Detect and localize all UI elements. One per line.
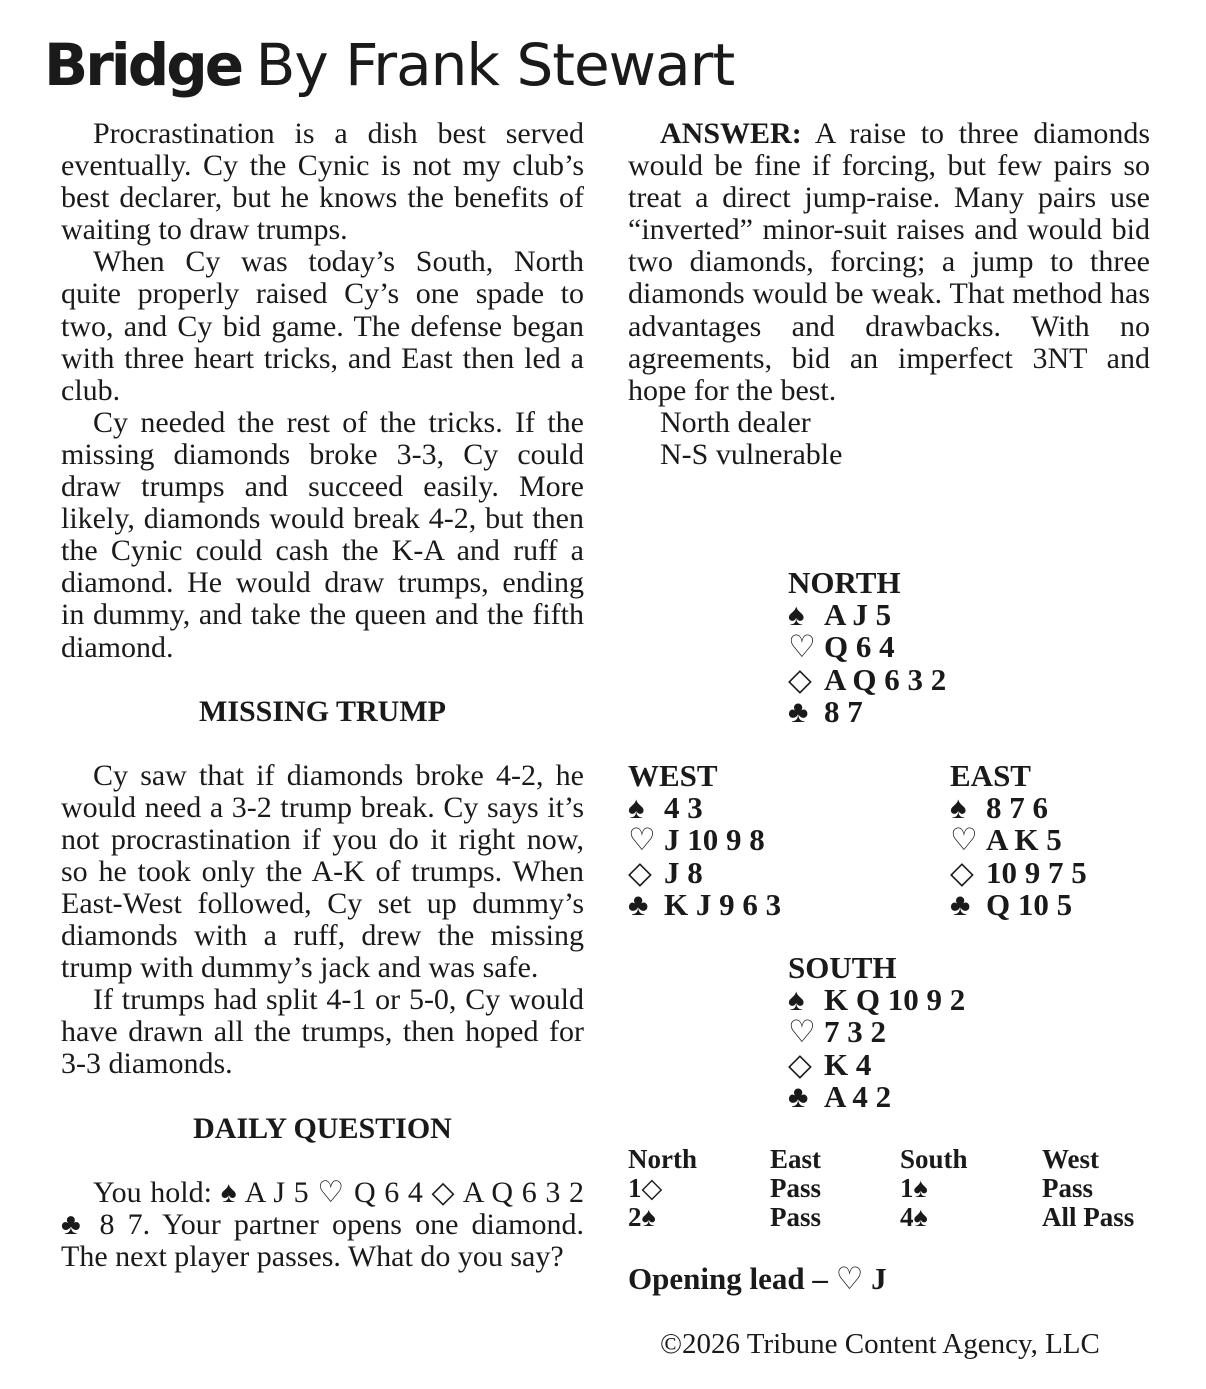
dealer-info: North dealer bbox=[660, 405, 811, 439]
heart-icon: ♡ bbox=[950, 822, 978, 858]
vulnerability-info: N-S vulnerable bbox=[660, 437, 843, 471]
club-icon: ♣ bbox=[950, 886, 971, 922]
spade-icon: ♠ bbox=[950, 790, 967, 826]
east-spades: 8 7 6 bbox=[986, 790, 1048, 826]
bid-cell: 4♠ bbox=[900, 1202, 928, 1232]
answer-label: ANSWER: bbox=[660, 117, 802, 150]
bidding-header: East bbox=[770, 1144, 822, 1174]
hand-label: WEST bbox=[628, 758, 718, 793]
bid-cell: Pass bbox=[770, 1173, 822, 1203]
heart-icon: ♡ bbox=[628, 822, 656, 858]
daily-question-text: You hold: ♠ A J 5 ♡ Q 6 4 ◇ A Q 6 3 2 ♣ 8 7. Your partner opens one diamond. The next player passes. What do you say? bbox=[61, 1175, 584, 1273]
west-diamonds: J 8 bbox=[664, 854, 703, 890]
east-diamonds: 10 9 7 5 bbox=[986, 854, 1087, 890]
diamond-icon: ◇ bbox=[788, 661, 812, 697]
subhead-missing-trump: MISSING TRUMP bbox=[199, 694, 446, 728]
spade-icon: ♠ bbox=[788, 982, 805, 1018]
bidding-column-north bbox=[628, 1145, 697, 1232]
copyright: ©2026 Tribune Content Agency, LLC bbox=[660, 1328, 1100, 1360]
west-clubs: K J 9 6 3 bbox=[664, 886, 782, 922]
page-title bbox=[44, 30, 734, 101]
south-hearts: 7 3 2 bbox=[824, 1014, 886, 1050]
heart-icon: ♡ bbox=[788, 1014, 816, 1050]
club-icon: ♣ bbox=[788, 1078, 809, 1114]
paragraph-2: When Cy was today’s South, North quite properly raised Cy’s one spade to two, and Cy bid game. The defense began with three heart tricks, and East then led a club. bbox=[61, 245, 584, 407]
east-hand bbox=[950, 760, 1087, 921]
bidding-column-west bbox=[1042, 1145, 1134, 1232]
bid-cell: 1♠ bbox=[900, 1173, 928, 1203]
north-hand bbox=[788, 567, 946, 728]
heart-icon: ♡ bbox=[788, 629, 816, 665]
north-spades: A J 5 bbox=[824, 597, 892, 633]
south-hand bbox=[788, 952, 965, 1113]
spade-icon: ♠ bbox=[788, 597, 805, 633]
paragraph-5: If trumps had split 4-1 or 5-0, Cy would have drawn all the trumps, then hoped for 3-3 diamonds. bbox=[61, 983, 584, 1081]
club-icon: ♣ bbox=[788, 693, 809, 729]
bidding-column-south bbox=[900, 1145, 968, 1232]
west-hand bbox=[628, 760, 781, 921]
diamond-icon: ◇ bbox=[950, 854, 974, 890]
opening-lead: Opening lead – ♡ J bbox=[628, 1261, 887, 1296]
club-icon: ♣ bbox=[628, 886, 649, 922]
west-hearts: J 10 9 8 bbox=[664, 822, 765, 858]
hand-label: EAST bbox=[950, 758, 1031, 793]
bidding-header: West bbox=[1042, 1144, 1099, 1174]
east-hearts: A K 5 bbox=[986, 822, 1062, 858]
bid-cell: Pass bbox=[1042, 1173, 1094, 1203]
south-clubs: A 4 2 bbox=[824, 1078, 892, 1114]
north-hearts: Q 6 4 bbox=[824, 629, 895, 665]
right-column bbox=[628, 118, 1150, 471]
bid-cell: 1◇ bbox=[628, 1173, 663, 1203]
north-diamonds: A Q 6 3 2 bbox=[824, 661, 947, 697]
bid-cell: Pass bbox=[770, 1202, 822, 1232]
paragraph-3: Cy needed the rest of the tricks. If the missing diamonds broke 3-3, Cy could draw trumps and succeed easily. More likely, diamonds would break 4-2, but then the Cynic could cash the K-A and ruff a diamond. He would draw trumps, ending in dummy, and take the queen and the fifth diamond. bbox=[61, 405, 584, 664]
south-diamonds: K 4 bbox=[824, 1046, 872, 1082]
east-clubs: Q 10 5 bbox=[986, 886, 1073, 922]
west-spades: 4 3 bbox=[664, 790, 703, 826]
title-brand: Bridge bbox=[44, 31, 242, 99]
subhead-daily-question: DAILY QUESTION bbox=[193, 1111, 452, 1145]
south-spades: K Q 10 9 2 bbox=[824, 982, 966, 1018]
paragraph-1: Procrastination is a dish best served eventually. Cy the Cynic is not my club’s best declarer, but he knows the benefits of waiting to draw trumps. bbox=[61, 117, 584, 247]
bid-cell: 2♠ bbox=[628, 1202, 656, 1232]
bidding-column-east bbox=[770, 1145, 821, 1232]
diamond-icon: ◇ bbox=[788, 1046, 812, 1082]
diamond-icon: ◇ bbox=[628, 854, 652, 890]
hand-label: NORTH bbox=[788, 565, 901, 600]
hand-label: SOUTH bbox=[788, 950, 897, 985]
north-clubs: 8 7 bbox=[824, 693, 863, 729]
title-byline: By Frank Stewart bbox=[255, 31, 735, 99]
answer-text: A raise to three diamonds would be fine if forcing, but few pairs so treat a direct jump-raise. Many pairs use “inverted” minor-suit raises and would bid two diamonds, forcing; a jump to three diamonds would be weak. That method has advantages and drawbacks. With no agreements, bid an imperfect 3NT and hope for the best. bbox=[628, 117, 1150, 407]
paragraph-4: Cy saw that if diamonds broke 4-2, he would need a 3-2 trump break. Cy says it’s not procrastination if you do it right now, so he took only the A-K of trumps. When East-West followed, Cy set up dummy’s diamonds with a ruff, drew the missing trump with dummy’s jack and was safe. bbox=[61, 758, 584, 985]
spade-icon: ♠ bbox=[628, 790, 645, 826]
bidding-header: South bbox=[900, 1144, 968, 1174]
answer-paragraph bbox=[628, 118, 1150, 407]
left-column bbox=[61, 118, 584, 1273]
bidding-header: North bbox=[628, 1144, 697, 1174]
bid-cell: All Pass bbox=[1042, 1202, 1135, 1232]
